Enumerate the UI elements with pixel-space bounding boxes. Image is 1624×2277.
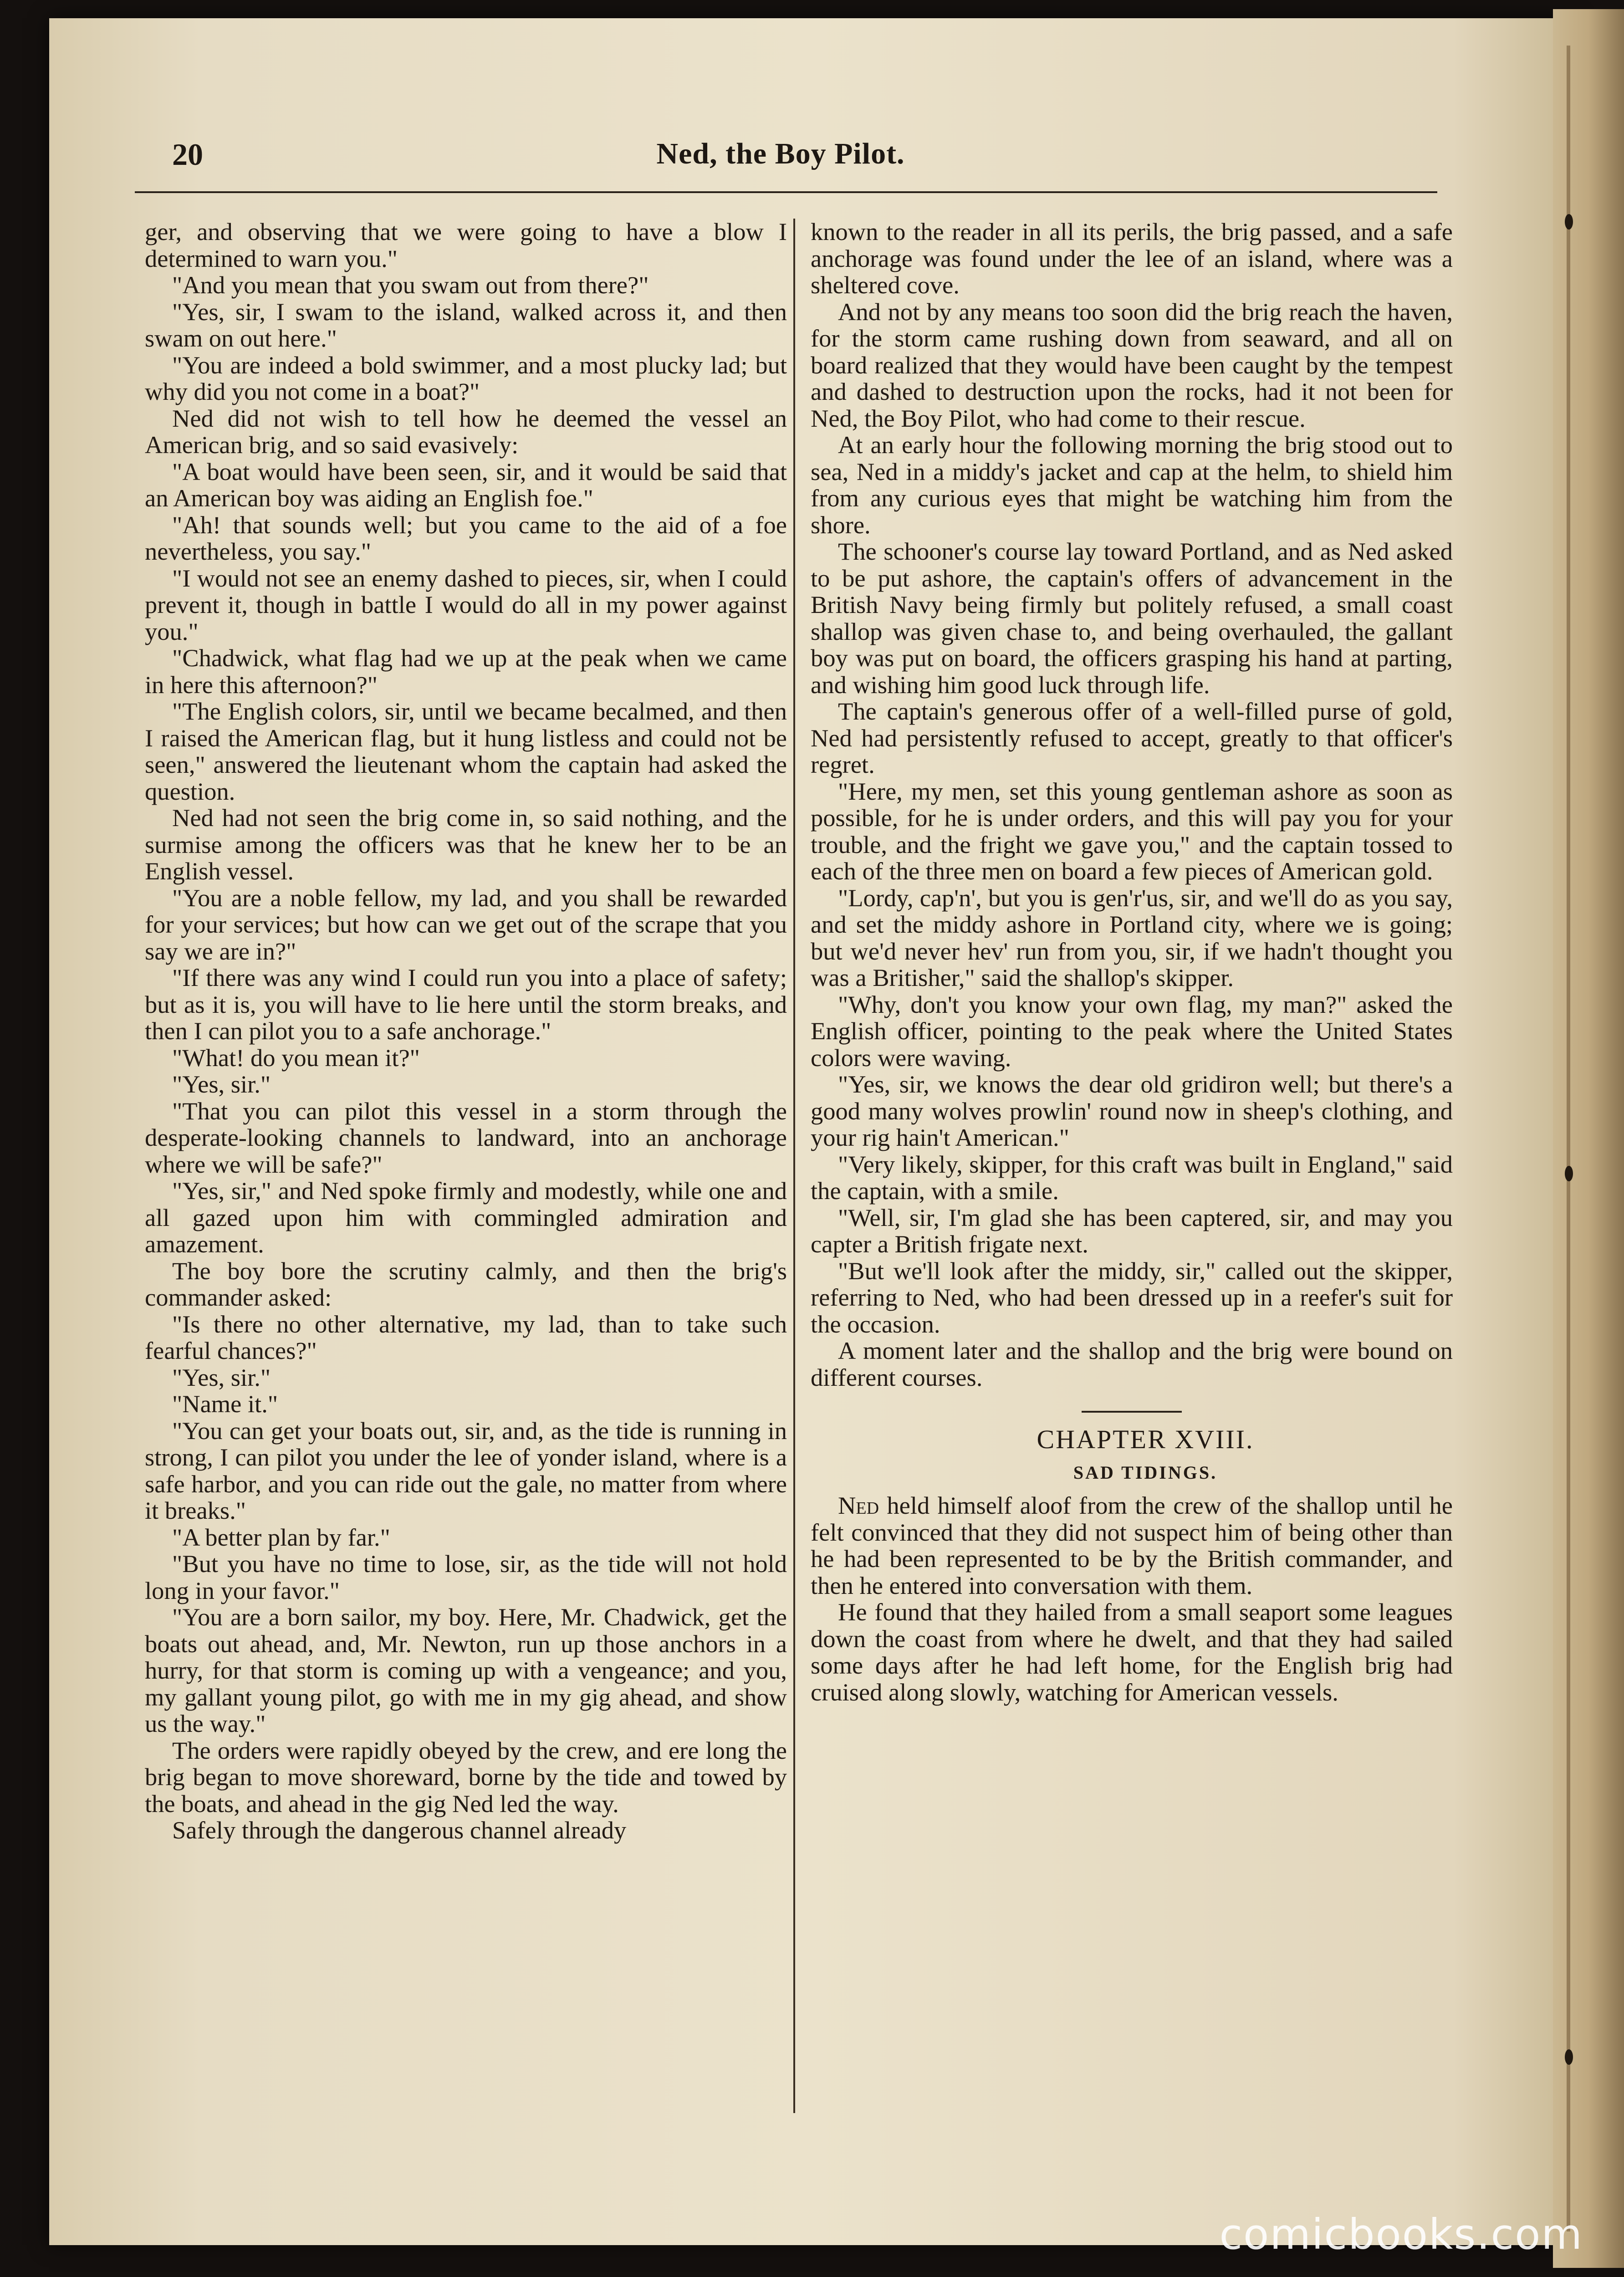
left-column [145,219,787,1844]
paragraph: "Well, sir, I'm glad she has been captered, sir, and may you capter a British frigate next. [811,1203,1453,1258]
gutter-line [1567,46,1570,2231]
chapter-title: CHAPTER XVIII. [1037,1424,1254,1454]
paragraph: The captain's generous offer of a well-filled purse of gold, Ned had persistently refused to accept, greatly to that officer's regret. [811,697,1453,778]
column-divider [793,219,795,2113]
staple-hole [1565,2049,1573,2065]
paragraph: "You are a noble fellow, my lad, and you shall be rewarded for your services; but how can we get out of the scrape that you say we are in?" [145,883,787,965]
chapter-first-word: Ned [838,1491,879,1519]
right-column [811,219,1453,1705]
paragraph: Safely through the dangerous channel already [172,1816,627,1844]
chapter-paragraphs [811,1599,1453,1705]
page-header [122,137,1439,187]
paragraph: ger, and observing that we were going to have a blow I determined to warn you." [145,218,787,272]
chapter-rule [1082,1411,1182,1413]
paragraph: "The English colors, sir, until we became becalmed, and then I raised the American flag, but it hung listless and could not be seen," answered the lieutenant whom the captain had asked the question. [145,697,787,805]
header-rule [135,191,1437,193]
paragraph: "Name it." [172,1390,278,1418]
paragraph: "But you have no time to lose, sir, as the tide will not hold long in your favor." [145,1550,787,1604]
paragraph: The orders were rapidly obeyed by the crew, and ere long the brig began to move shoreward, borne by the tide and towed by the boats, and ahead in the gig Ned led the way. [145,1736,787,1818]
paragraph: At an early hour the following morning the brig stood out to sea, Ned in a middy's jacket and cap at the helm, to shield him from any curious eyes that might be watching him from the shore. [811,431,1453,539]
paragraph: Ned had not seen the brig come in, so said nothing, and the surmise among the officers was that he knew her to be an English vessel. [145,804,787,885]
staple-hole [1565,1166,1573,1181]
paragraph: "You can get your boats out, sir, and, as the tide is running in strong, I can pilot you under the lee of yonder island, where is a safe harbor, and you can ride out the gale, no matter from where it breaks." [145,1416,787,1524]
paragraph: "Yes, sir, I swam to the island, walked across it, and then swam on out here." [145,297,787,352]
paragraph: He found that they hailed from a small seaport some leagues down the coast from where he dwelt, and that they had sailed some days after he had left home, for the English brig had cruised along slowly, watching for American vessels. [811,1598,1453,1706]
paragraph: "Is there no other alternative, my lad, than to take such fearful chances?" [145,1310,787,1364]
paragraph: The schooner's course lay toward Portland, and as Ned asked to be put ashore, the captain's offers of advancement in the British Navy being firmly but politely refused, a small coast shallop was given chase to, and being overhauled, the gallant boy was put on board, the officers grasping his hand at parting, and wishing him good luck through life. [811,537,1453,699]
paragraph: The boy bore the scrutiny calmly, and then the brig's commander asked: [145,1256,787,1311]
paragraph: "What! do you mean it?" [172,1043,420,1072]
paragraph: "I would not see an enemy dashed to pieces, sir, when I could prevent it, though in battle I would do all in my power against you." [145,564,787,645]
paragraph: "You are a born sailor, my boy. Here, Mr. Chadwick, get the boats out ahead, and, Mr. Newton, run up those anchors in a hurry, for that storm is coming up with a vengeance; and you, my gallant young pilot, go with me in my gig ahead, and show us the way." [145,1603,787,1737]
watermark: comicbooks.com [1219,2210,1583,2259]
paragraph: And not by any means too soon did the brig reach the haven, for the storm came rushing down from seaward, and all on board realized that they would have been caught by the tempest and dashed to destruction upon the rocks, had it not been for Ned, the Boy Pilot, who had come to their rescue. [811,297,1453,432]
paragraph: "Yes, sir, we knows the dear old gridiron well; but there's a good many wolves prowlin' round now in sheep's clothing, and your rig hain't American." [811,1070,1453,1151]
chapter-first-paragraph-text: held himself aloof from the crew of the shallop until he felt convinced that they did not suspect him of being other than he had been represented to be by the British commander, and then he entered into conversation with them. [811,1491,1453,1599]
paragraph: Ned did not wish to tell how he deemed the vessel an American brig, and so said evasively: [145,404,787,459]
paragraph: "A better plan by far." [172,1523,390,1551]
paragraph: "A boat would have been seen, sir, and it would be said that an American boy was aiding an English foe." [145,457,787,512]
staple-hole [1565,214,1573,230]
paragraph: "If there was any wind I could run you into a place of safety; but as it is, you will have to lie here until the storm breaks, and then I can pilot you to a safe anchorage." [145,964,787,1045]
paragraph: A moment later and the shallop and the brig were bound on different courses. [811,1337,1453,1391]
paragraph: "That you can pilot this vessel in a storm through the desperate-looking channels to landward, into an anchorage where we will be safe?" [145,1097,787,1178]
paragraph: "Here, my men, set this young gentleman ashore as soon as possible, for he is under orders, and this will pay you for your trouble, and the fright we gave you," and the captain tossed to each of the three men on board a few pieces of American gold. [811,777,1453,885]
paragraph: "Yes, sir." [172,1363,271,1391]
paragraph: known to the reader in all its perils, the brig passed, and a safe anchorage was found under the lee of an island, where was a sheltered cove. [811,218,1453,299]
paragraph: "Lordy, cap'n', but you is gen'r'us, sir, and we'll do as you say, and set the middy ashore in Portland city, where we is going; but we'd never hev' run from you, sir, if we hadn't thought you was a Britisher," said the shallop's skipper. [811,883,1453,991]
right-paragraphs [811,219,1453,1391]
running-title: Ned, the Boy Pilot. [656,137,905,170]
chapter-subtitle: SAD TIDINGS. [1073,1462,1218,1483]
paragraph: "Chadwick, what flag had we up at the peak when we came in here this afternoon?" [145,644,787,699]
paragraph: "Why, don't you know your own flag, my man?" asked the English officer, pointing to the peak where the United States colors were waving. [811,990,1453,1072]
paragraph: "Yes, sir," and Ned spoke firmly and modestly, while one and all gazed upon him with commingled admiration and amazement. [145,1177,787,1258]
paragraph: "Ah! that sounds well; but you came to the aid of a foe nevertheless, you say." [145,511,787,565]
page-number: 20 [172,137,203,172]
paragraph: "Yes, sir." [172,1070,271,1098]
paragraph: "You are indeed a bold swimmer, and a most plucky lad; but why did you not come in a boat?" [145,351,787,405]
binding-edge [1553,9,1624,2268]
paragraph: "And you mean that you swam out from there?" [172,271,649,299]
paragraph: "But we'll look after the middy, sir," called out the skipper, referring to Ned, who had been dressed up in a reefer's suit for the occasion. [811,1256,1453,1338]
paragraph: "Very likely, skipper, for this craft was built in England," said the captain, with a smile. [811,1150,1453,1205]
chapter-first-paragraph [811,1492,1453,1599]
